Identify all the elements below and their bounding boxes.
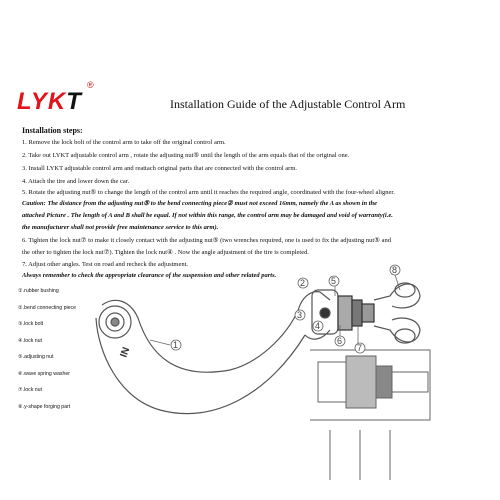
step-line-3: 3. Install LYKT adjustable control arm and reattach original parts that are connected with the control arm. [22,165,298,172]
legend-item-8: ⑧.y-shape forging part [18,403,71,410]
reminder-line: Always remember to check the appropriate clearance of the suspension and other related parts. [22,272,277,279]
callout-2: 2 [300,278,306,288]
legend-item-5: ⑤.adjusting nut [18,354,54,360]
legend-item-4: ④.lock nut [18,337,42,344]
step-line-2: 2. Take out LYKT adjustable control arm , rotate the adjusting nut⑤ until the length of the arm equals that of the original one. [22,152,350,159]
logo-text-red: LYK [17,88,67,115]
logo-text-black: T [66,88,82,115]
callout-5: 5 [331,276,337,286]
callout-8: 8 [392,265,398,275]
caution-line-2: attached Picture . The length of A and B shall be equal. If not within this range, the control arm may be damaged and void of warranty(i.e. [22,212,393,219]
legend-item-3: ③.lock bolt [18,321,44,327]
steps-heading: Installation steps: [22,126,83,135]
legend-item-7: ⑦.lock nut [18,387,42,393]
callout-4: 4 [315,321,321,331]
legend-item-6: ⑥.wave spring washer [18,370,70,377]
step-line-6b: the other to tighten the lock nut⑦). Tighten the lock nut④ . Now the angle adjustment of the tire is completed. [22,249,309,256]
detail-inset [310,350,430,480]
page-title: Installation Guide of the Adjustable Control Arm [170,97,406,111]
step-line-4: 4. Attach the tire and lower down the car. [22,178,130,185]
caution-line-1: Caution: The distance from the adjusting nut⑤ to the bend connecting piece② must not exceed 16mm, namely the A as shown in the [22,200,378,207]
step-line-5: 5. Rotate the adjusting nut⑤ to change the length of the control arm until it reaches the required angle, coordinated with the four-wheel aligner. [22,189,395,196]
registered-mark: ® [87,80,95,90]
arm-mark: IN [118,345,133,360]
callout-7: 7 [357,343,363,353]
step-line-6a: 6. Tighten the lock nut⑦ to make it closely contact with the adjusting nut⑤ (two wrenches required, one is used to fix the adjusting nut⑤ and [22,237,391,244]
legend-item-2: ②.bend connecting piece [18,304,77,311]
step-line-7: 7. Adjust other angles. Test on road and recheck the adjustment. [22,261,189,268]
legend-item-1: ①.rubber bushing [18,288,59,294]
callout-1: 1 [173,340,179,350]
step-line-1: 1. Remove the lock bolt of the control arm to take off the original control arm. [22,139,226,146]
callout-3: 3 [297,310,303,320]
callout-6: 6 [337,336,343,346]
caution-line-3: the manufacturer shall not provide free maintenance service to this arm). [22,224,219,231]
